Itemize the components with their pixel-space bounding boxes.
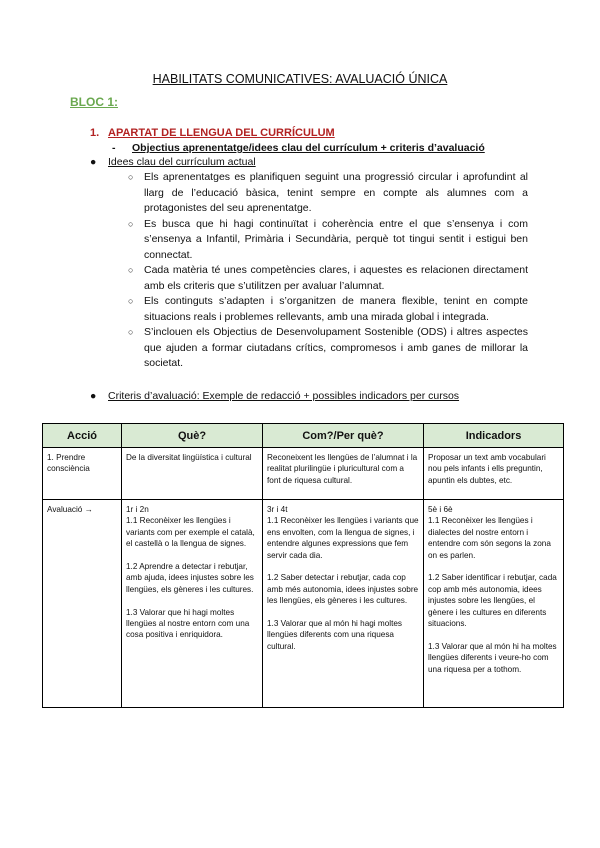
bloc-heading: BLOC 1: xyxy=(70,95,118,109)
indicator-text: 1.2 Aprendre a detectar i rebutjar, amb ajuda, idees injustes sobre les llengües, els gèneres i les cultures. xyxy=(126,562,254,594)
course-label: 5è i 6è xyxy=(428,505,453,514)
bullet-icon: ● xyxy=(90,390,97,402)
document-title: HABILITATS COMUNICATIVES: AVALUACIÓ ÚNICA xyxy=(152,72,448,86)
table-cell xyxy=(424,500,564,708)
circle-bullet-icon: ○ xyxy=(128,172,134,182)
circle-bullet-icon: ○ xyxy=(128,296,134,306)
subheading xyxy=(112,142,485,154)
criteris-bullet-item xyxy=(90,390,459,402)
table-cell: Proposar un text amb vocabulari nou pels infants i ells preguntin, apuntin els dubtes, etc. xyxy=(424,448,564,500)
header-com: Com?/Per què? xyxy=(263,424,424,448)
indicator-text: 1.3 Valorar que al món hi ha moltes llengües diferents i veure-ho com una riquesa per a tothom. xyxy=(428,641,557,674)
table-cell: Reconeixent les llengües de l’alumnat i la realitat plurilingüe i pluricultural com a font de riquesa cultural. xyxy=(263,448,424,500)
indicator-text: 1.1 Reconèixer les llengües i variants com per exemple el català, el castellà o la llengua de signes. xyxy=(126,516,255,549)
apartat-heading xyxy=(90,127,335,139)
bullet-icon: ● xyxy=(90,156,97,168)
table-cell: Avaluació → xyxy=(43,500,122,708)
indicator-text: 1.3 Valorar que al món hi hagi moltes llengües diferents com una riquesa cultural. xyxy=(267,619,403,651)
indicator-text: 1.2 Saber identificar i rebutjar, cada cop amb més autonomia, idees injustes sobre les llengües, el gènere i les cultures en diferents situacions. xyxy=(428,573,557,629)
list-item: ○ Els aprenentatges es planifiquen seguint una progressió circular i aprofundint al llarg de l’educació bàsica, tenint sempre en compte als alumnes com a protagonistes del seu aprenentatge. xyxy=(128,171,528,214)
idees-label: Idees clau del currículum actual xyxy=(108,156,256,168)
list-item: ○ Cada matèria té unes competències clares, i aquestes es relacionen directament amb els criteris que s’utilitzen per avaluar l’alumnat. xyxy=(128,264,528,292)
apartat-label: APARTAT DE LLENGUA DEL CURRÍCULUM xyxy=(108,127,335,139)
indicator-text: 1.1 Reconèixer les llengües i variants que ens envolten, com la llengua de signes, i entendre algunes expressions que fem servir cada dia. xyxy=(267,516,419,560)
circle-bullet-icon: ○ xyxy=(128,218,134,229)
table-row xyxy=(43,500,564,708)
course-label: 3r i 4t xyxy=(267,505,288,514)
criteris-table xyxy=(42,423,564,708)
list-item: ○ Es busca que hi hagi continuïtat i coherència entre el que s’ensenya i com s’ensenya a Infantil, Primària i Secundària, perquè tot tingui sentit i estigui ben connectat. xyxy=(128,217,528,261)
course-label: 1r i 2n xyxy=(126,505,149,514)
header-que: Què? xyxy=(122,424,263,448)
apartat-number: 1. xyxy=(90,127,100,139)
circle-bullet-icon: ○ xyxy=(128,327,134,337)
header-accio: Acció xyxy=(43,424,122,448)
criteris-label: Criteris d’avaluació: Exemple de redacció + possibles indicadors per cursos xyxy=(108,390,460,402)
list-item: ○ Els continguts s’adapten i s’organitzen de manera flexible, tenint en compte situacions reals i problemes rellevants, amb una mirada global i integrada. xyxy=(128,295,528,323)
header-indicadors: Indicadors xyxy=(424,424,564,448)
idees-bullet-item xyxy=(90,156,256,168)
indicator-text: 1.2 Saber detectar i rebutjar, cada cop amb més autonomia, idees injustes sobre les llengües, els gèneres i les cultures. xyxy=(267,573,419,606)
subheading-dash: - xyxy=(112,142,116,154)
subheading-label: Objectius aprenentatge/idees clau del currículum + criteris d’avaluació xyxy=(132,142,485,154)
indicator-text: 1.1 Reconèixer les llengües i dialectes del nostre entorn i entendre com són segons la zona on es parlen. xyxy=(428,516,551,560)
indicator-text: 1.3 Valorar que hi hagi moltes llengües al nostre entorn com una cosa positiva i enriquidora. xyxy=(126,607,250,640)
table-header-row xyxy=(43,424,564,448)
table-cell: De la diversitat lingüística i cultural xyxy=(122,448,263,500)
table-cell xyxy=(263,500,424,708)
list-item: ○ S’inclouen els Objectius de Desenvolupament Sostenible (ODS) i altres aspectes que ajuden a formar ciutadans crítics, compromesos i amb ganes de millorar la societat. xyxy=(128,326,528,369)
circle-bullet-icon: ○ xyxy=(128,265,134,275)
table-cell: 1. Prendre consciència xyxy=(43,448,122,500)
table-cell xyxy=(122,500,263,708)
table-row xyxy=(43,448,564,500)
idees-list xyxy=(128,170,528,372)
